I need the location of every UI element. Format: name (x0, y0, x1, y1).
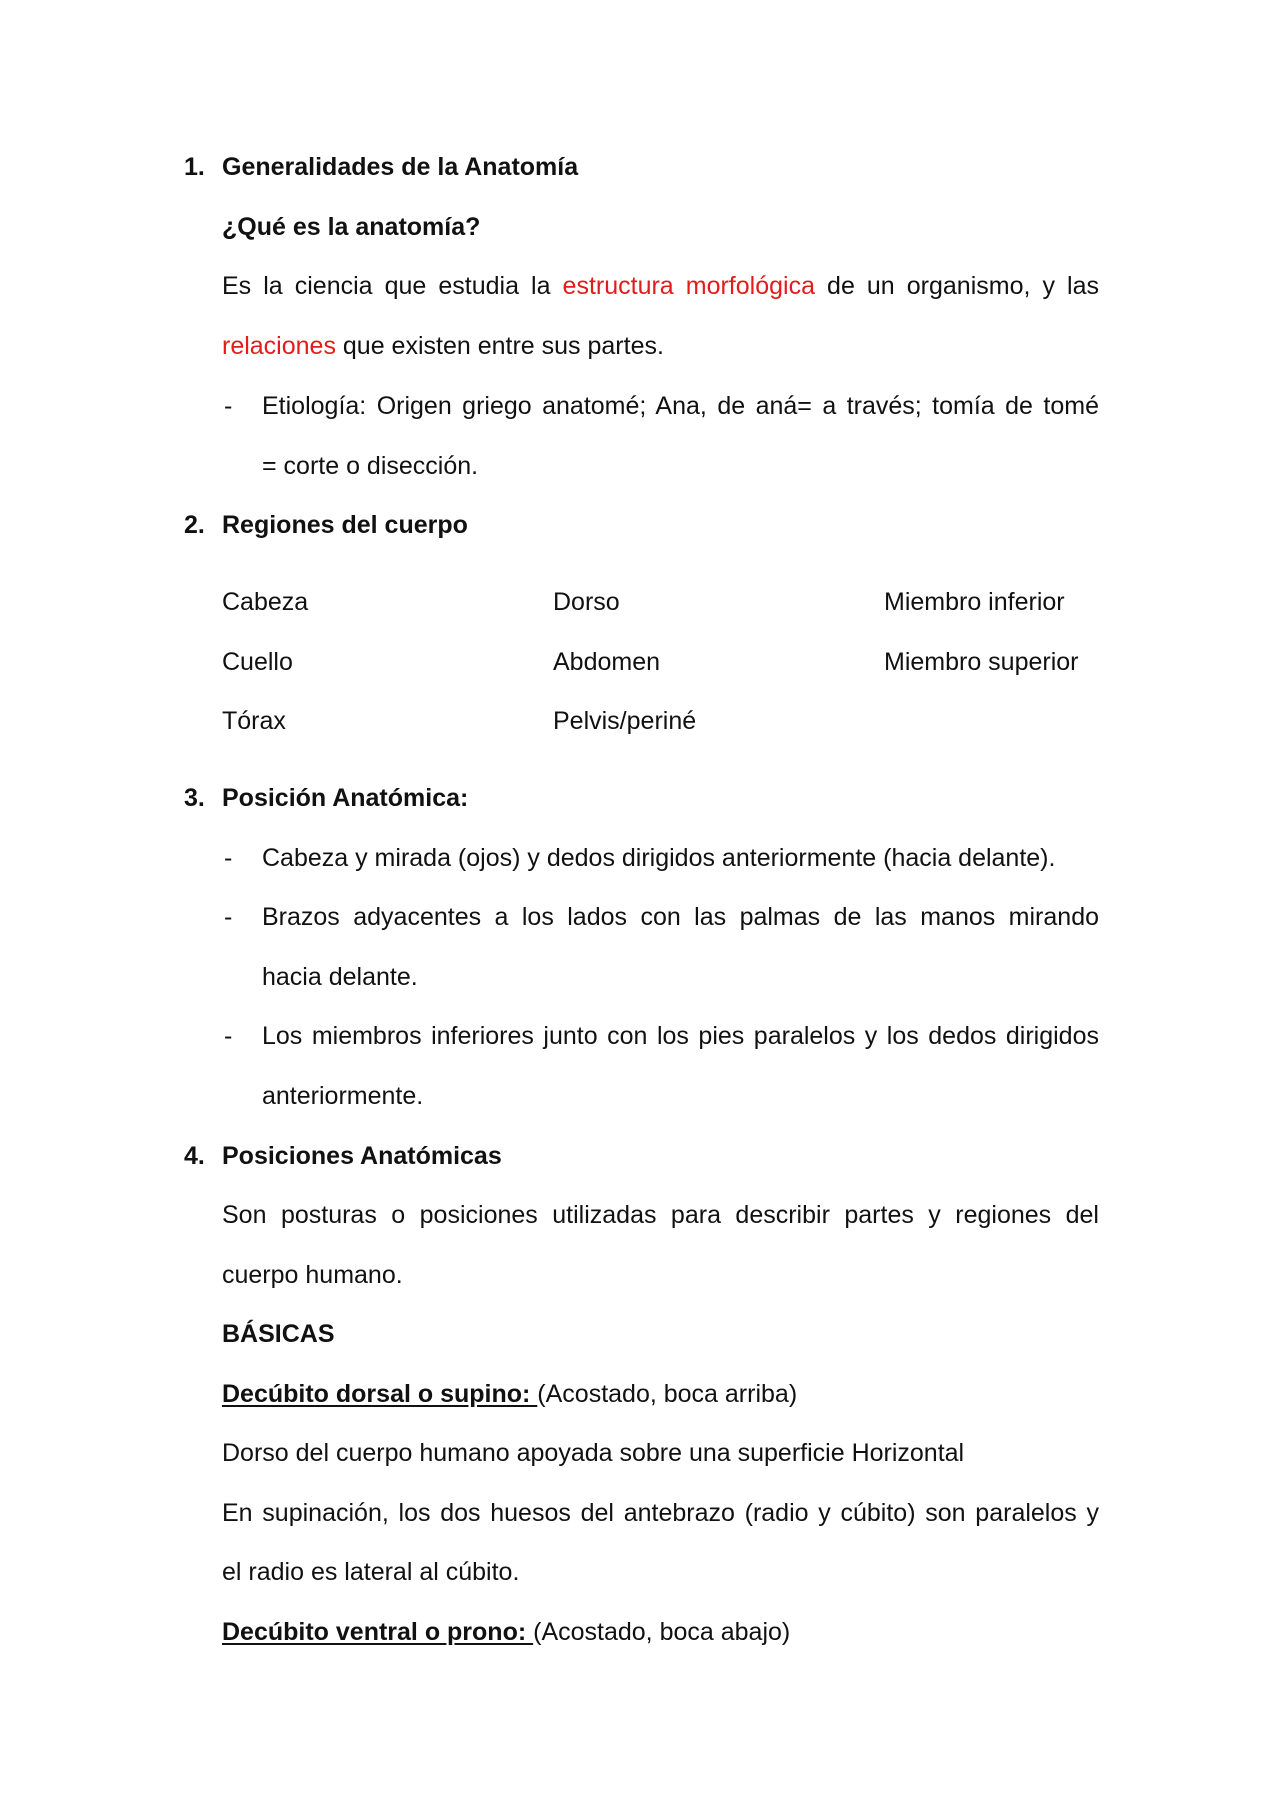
region-item: Cuello (222, 648, 293, 676)
positions-intro-line-1: Son posturas o posiciones utilizadas para describir partes y regiones del (222, 1201, 1099, 1229)
definition-text: de un organismo, y las (814, 272, 1099, 300)
position-note: (Acostado, boca abajo) (533, 1618, 791, 1646)
prono-heading (222, 1617, 790, 1647)
position-note: (Acostado, boca arriba) (537, 1380, 798, 1408)
position-bullet-3-line-1: Los miembros inferiores junto con los pies paralelos y los dedos dirigidos (262, 1022, 1099, 1050)
definition-text: Es la ciencia que estudia la (222, 272, 563, 300)
region-item: Miembro inferior (884, 588, 1065, 616)
bullet-dash: - (224, 1022, 233, 1050)
supino-text-1: Dorso del cuerpo humano apoyada sobre una superficie Horizontal (222, 1439, 965, 1467)
subheading: BÁSICAS (222, 1320, 335, 1348)
position-name: Decúbito ventral o prono: (222, 1618, 534, 1646)
positions-intro-line-2: cuerpo humano. (222, 1261, 403, 1289)
region-item: Tórax (222, 707, 286, 735)
bullet-dash: - (224, 903, 233, 931)
section-number: 1. (184, 153, 205, 181)
bullet-dash: - (224, 844, 233, 872)
definition-line-1 (222, 271, 1099, 301)
definition-text: que existen entre sus partes. (335, 332, 664, 360)
section-title: Regiones del cuerpo (222, 511, 468, 539)
etymology-line-1: Etiología: Origen griego anatomé; Ana, de aná= a través; tomía de tomé (262, 392, 1099, 420)
position-bullet-2-line-1: Brazos adyacentes a los lados con las palmas de las manos mirando (262, 903, 1099, 931)
supino-text-2: En supinación, los dos huesos del antebrazo (radio y cúbito) son paralelos y (222, 1499, 1099, 1527)
highlight-text: estructura morfológica (562, 272, 815, 300)
supino-text-3: el radio es lateral al cúbito. (222, 1558, 520, 1586)
region-item: Abdomen (553, 648, 661, 676)
section-title: Generalidades de la Anatomía (222, 153, 579, 181)
section-number: 4. (184, 1142, 205, 1170)
region-item: Dorso (553, 588, 620, 616)
section-number: 2. (184, 511, 205, 539)
section-number: 3. (184, 784, 205, 812)
section-title: Posiciones Anatómicas (222, 1142, 502, 1170)
region-item: Cabeza (222, 588, 309, 616)
bullet-dash: - (224, 392, 233, 420)
supino-heading (222, 1379, 797, 1409)
region-item: Miembro superior (884, 648, 1079, 676)
etymology-line-2: = corte o disección. (262, 452, 479, 480)
position-bullet-3-line-2: anteriormente. (262, 1082, 424, 1110)
region-item: Pelvis/periné (553, 707, 697, 735)
section-title: Posición Anatómica: (222, 784, 469, 812)
position-bullet-1: Cabeza y mirada (ojos) y dedos dirigidos anteriormente (hacia delante). (262, 844, 1056, 872)
highlight-text: relaciones (222, 332, 336, 360)
position-bullet-2-line-2: hacia delante. (262, 963, 418, 991)
subheading: ¿Qué es la anatomía? (222, 213, 481, 241)
definition-line-2 (222, 331, 664, 361)
position-name: Decúbito dorsal o supino: (222, 1380, 538, 1408)
